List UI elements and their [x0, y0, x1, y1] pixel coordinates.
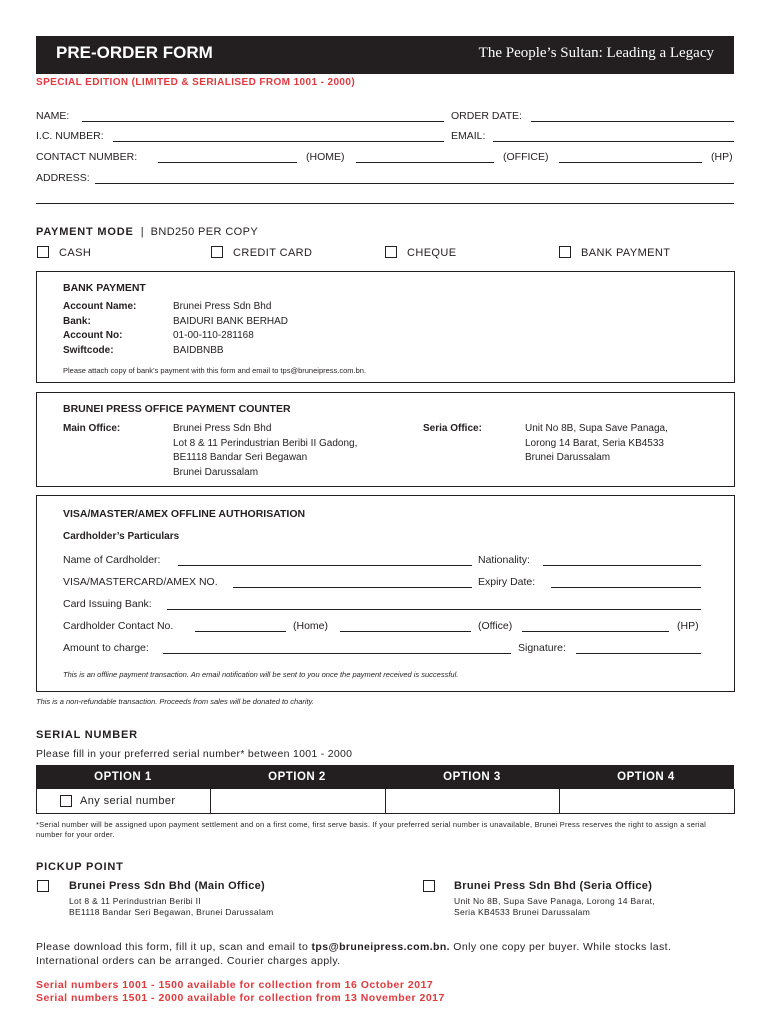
pickup-seria-name: Brunei Press Sdn Bhd (Seria Office)	[454, 880, 653, 892]
serial-number-title: SERIAL NUMBER	[36, 729, 138, 741]
any-serial-label: Any serial number	[80, 795, 176, 807]
non-refundable-note: This is a non-refundable transaction. Proceeds from sales will be donated to charity.	[36, 697, 314, 706]
cheque-label: CHEQUE	[407, 247, 457, 259]
bank-payment-note: Please attach copy of bank’s payment with this form and email to tps@bruneipress.com.bn.	[63, 366, 367, 375]
special-edition-note: SPECIAL EDITION (LIMITED & SERIALISED FROM 1001 - 2000)	[36, 77, 356, 88]
bank-label: Bank:	[63, 315, 91, 327]
pickup-seria-line: Unit No 8B, Supa Save Panaga, Lorong 14 Barat,	[454, 896, 655, 906]
cardholder-home-field[interactable]	[195, 631, 286, 632]
cash-label: CASH	[59, 247, 92, 259]
card-issuing-bank-label: Card Issuing Bank:	[63, 598, 152, 610]
expiry-date-field[interactable]	[551, 587, 701, 588]
swiftcode-value: BAIDBNBB	[173, 344, 224, 356]
option-2-input[interactable]	[211, 789, 385, 813]
seria-office-label: Seria Office:	[423, 423, 482, 434]
swiftcode-label: Swiftcode:	[63, 344, 114, 356]
order-date-field[interactable]	[531, 121, 734, 122]
seria-office-line: Unit No 8B, Supa Save Panaga,	[525, 423, 668, 434]
cardholder-contact-label: Cardholder Contact No.	[63, 620, 174, 632]
pickup-seria-checkbox[interactable]	[423, 880, 435, 892]
bank-labels	[63, 300, 136, 358]
seria-office-address	[525, 422, 668, 466]
payment-price: BND250 PER COPY	[150, 226, 259, 238]
pickup-point-title: PICKUP POINT	[36, 861, 124, 873]
home-label: (HOME)	[306, 151, 345, 163]
account-name-label: Account Name:	[63, 301, 137, 312]
collection-dates	[36, 979, 445, 1005]
main-office-label: Main Office:	[63, 423, 121, 434]
payment-counter-title: BRUNEI PRESS OFFICE PAYMENT COUNTER	[63, 403, 291, 415]
card-authorisation-box	[36, 495, 735, 692]
office-label: (OFFICE)	[503, 151, 549, 163]
credit-card-checkbox[interactable]	[211, 246, 223, 258]
address-field-line-2[interactable]	[36, 203, 734, 204]
name-label: NAME:	[36, 110, 70, 122]
option-2-header: OPTION 2	[268, 771, 326, 783]
email-field[interactable]	[493, 141, 734, 142]
pickup-main-checkbox[interactable]	[37, 880, 49, 892]
collection-date-2: Serial numbers 1501 - 2000 available for collection from 13 November 2017	[36, 992, 445, 1004]
option-4-input[interactable]	[560, 789, 733, 813]
bank-payment-title: BANK PAYMENT	[63, 282, 146, 294]
offline-payment-note: This is an offline payment transaction. An email notification will be sent to you once the payment received is successful.	[63, 670, 459, 679]
bank-values	[173, 300, 288, 358]
footer-instructions	[36, 940, 671, 968]
collection-date-1: Serial numbers 1001 - 1500 available for collection from 16 October 2017	[36, 979, 434, 991]
cardholder-hp-field[interactable]	[522, 631, 669, 632]
email-label: EMAIL:	[451, 130, 486, 142]
ic-number-field[interactable]	[113, 141, 444, 142]
serial-instruction: Please fill in your preferred serial number* between 1001 - 2000	[36, 748, 353, 760]
seria-office-line: Lorong 14 Barat, Seria KB4533	[525, 437, 664, 449]
card-number-label: VISA/MASTERCARD/AMEX NO.	[63, 576, 218, 588]
pickup-main-name: Brunei Press Sdn Bhd (Main Office)	[69, 880, 266, 892]
option-3-header: OPTION 3	[443, 771, 501, 783]
hp-phone-field[interactable]	[559, 162, 702, 163]
pickup-main-line: Lot 8 & 11 Perindustrian Beribi II	[69, 896, 201, 906]
nationality-label: Nationality:	[478, 554, 530, 566]
international-orders-note: International orders can be arranged. Courier charges apply.	[36, 955, 341, 967]
account-no-value: 01-00-110-281168	[173, 330, 254, 341]
option-4-header: OPTION 4	[617, 771, 675, 783]
home-phone-field[interactable]	[158, 162, 297, 163]
bank-value: BAIDURI BANK BERHAD	[173, 315, 289, 327]
cardholder-hp-label: (HP)	[677, 620, 699, 632]
main-office-line: BE1118 Bandar Seri Begawan	[173, 452, 308, 463]
account-no-label: Account No:	[63, 330, 123, 341]
pickup-seria-address	[454, 896, 655, 918]
office-phone-field[interactable]	[356, 162, 494, 163]
serial-footnote: *Serial number will be assigned upon payment settlement and on a first come, first serve basis. If your preferred serial number is unavailable, Brunei Press reserves the right to assign a serial number for your order.	[36, 820, 706, 839]
order-date-label: ORDER DATE:	[451, 110, 522, 122]
cardholder-office-field[interactable]	[340, 631, 471, 632]
instructions-text: Please download this form, fill it up, scan and email to	[36, 941, 312, 953]
nationality-field[interactable]	[543, 565, 701, 566]
main-office-line: Brunei Press Sdn Bhd	[173, 423, 272, 434]
pickup-seria-line: Seria KB4533 Brunei Darussalam	[454, 907, 591, 917]
amount-label: Amount to charge:	[63, 642, 149, 654]
form-title: PRE-ORDER FORM	[56, 43, 213, 62]
address-label: ADDRESS:	[36, 172, 90, 184]
pickup-main-line: BE1118 Bandar Seri Begawan, Brunei Darussalam	[69, 907, 274, 917]
contact-email-link[interactable]: tps@bruneipress.com.bn.	[311, 941, 450, 953]
name-field[interactable]	[82, 121, 444, 122]
signature-label: Signature:	[518, 642, 566, 654]
cardholder-name-field[interactable]	[178, 565, 472, 566]
credit-card-label: CREDIT CARD	[233, 247, 313, 259]
account-name-value: Brunei Press Sdn Bhd	[173, 301, 272, 312]
expiry-date-label: Expiry Date:	[478, 576, 536, 588]
option-1-header: OPTION 1	[94, 771, 152, 783]
address-field-line-1[interactable]	[95, 183, 734, 184]
card-authorisation-title: VISA/MASTER/AMEX OFFLINE AUTHORISATION	[63, 508, 306, 520]
cheque-checkbox[interactable]	[385, 246, 397, 258]
cardholder-home-label: (Home)	[293, 620, 329, 632]
main-office-address	[173, 422, 357, 480]
any-serial-checkbox[interactable]	[60, 795, 72, 807]
signature-field[interactable]	[576, 653, 701, 654]
cardholder-particulars-title: Cardholder’s Particulars	[63, 531, 180, 542]
option-3-input[interactable]	[386, 789, 559, 813]
cardholder-office-label: (Office)	[478, 620, 513, 632]
bank-payment-label: BANK PAYMENT	[581, 247, 671, 259]
seria-office-line: Brunei Darussalam	[525, 452, 611, 463]
separator: |	[140, 226, 144, 238]
pickup-main-address	[69, 896, 274, 918]
cash-checkbox[interactable]	[37, 246, 49, 258]
contact-number-label: CONTACT NUMBER:	[36, 151, 138, 163]
payment-mode-heading	[36, 226, 258, 238]
header-tagline: The People’s Sultan: Leading a Legacy	[478, 45, 714, 61]
payment-mode-title: PAYMENT MODE	[36, 226, 134, 238]
main-office-line: Brunei Darussalam	[173, 466, 259, 478]
cardholder-name-label: Name of Cardholder:	[63, 554, 161, 566]
instructions-text: Only one copy per buyer. While stocks last.	[449, 941, 672, 953]
main-office-line: Lot 8 & 11 Perindustrian Beribi II Gadong,	[173, 437, 358, 449]
bank-payment-checkbox[interactable]	[559, 246, 571, 258]
ic-number-label: I.C. NUMBER:	[36, 130, 104, 142]
card-number-field[interactable]	[233, 587, 472, 588]
card-issuing-bank-field[interactable]	[167, 609, 701, 610]
hp-label: (HP)	[711, 151, 733, 163]
amount-field[interactable]	[163, 653, 511, 654]
